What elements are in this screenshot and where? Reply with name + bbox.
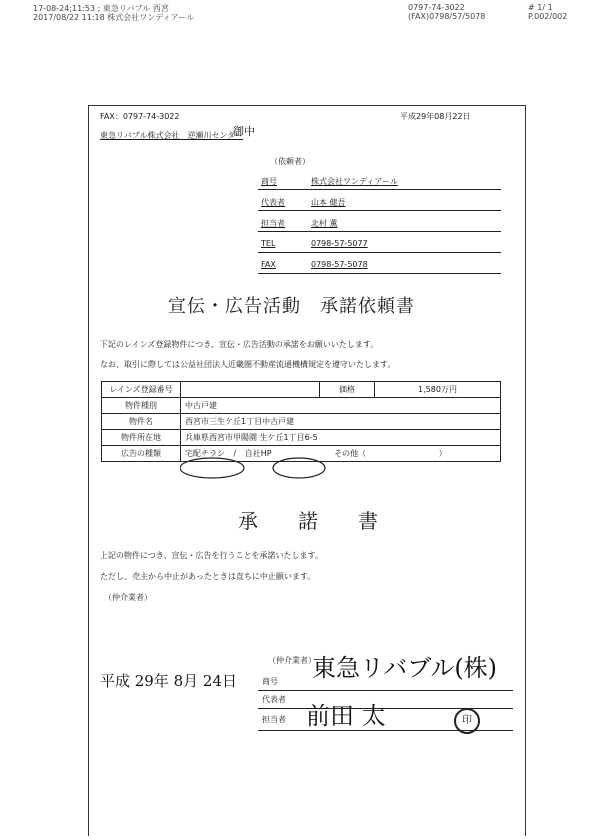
ad-option-flyer: 宅配チラシ [185,449,225,458]
name-value: 西宮市三生ケ丘1丁目中古戸建 [181,414,501,430]
requester-label: FAX [261,260,276,269]
document-date: 平成29年08月22日 [400,112,471,121]
document-title: 宣伝・広告活動 承諾依頼書 [168,296,415,317]
requester-row-representative [258,194,501,211]
fax-header-page-sub: P.002/002 [528,12,568,21]
ad-type-label: 広告の種類 [102,446,181,462]
intro-line: 下記のレインズ登録物件につき、宣伝・広告活動の承諾をお願いいたします。 [100,340,379,349]
circle-flyer-mark [180,458,244,478]
reins-value [181,382,320,398]
selection-circles [180,452,340,488]
circle-website-mark [273,458,325,478]
person-label: 担当者 [262,715,286,724]
fax-header-number-sub: (FAX)0798/57/5078 [408,12,486,21]
table-row [102,398,501,414]
person-signature: 前田 太 [306,702,386,730]
representative-label: 代表者 [262,695,286,704]
requester-row-fax [258,257,501,274]
property-table [101,381,501,462]
requester-value: 0798-57-5077 [311,239,368,248]
company-underline [258,690,513,691]
price-value: 1,580万円 [375,382,501,398]
requester-heading: （依頼者） [270,157,310,166]
name-label: 物件名 [102,414,181,430]
requester-label: 代表者 [261,198,285,207]
table-row [102,414,501,430]
approval-title: 承諾書 [238,509,418,533]
requester-label: 商号 [261,177,277,186]
requester-row-tel [258,236,501,253]
recipient: 東急リバブル株式会社 逆瀬川センター [100,131,244,140]
approval-note: （仲介業者） [104,593,152,602]
approval-line: ただし、売主から中止があったときは直ちに中止願います。 [100,572,316,581]
requester-row-company [258,173,501,190]
requester-value: 北村 薫 [311,219,338,228]
personal-seal-stamp: 印 [454,708,480,734]
fax-header-number: 0797-74-3022 [408,3,465,12]
reins-label: レインズ登録番号 [102,382,181,398]
table-row [102,430,501,446]
approval-date: 平成 29年 8月 24日 [100,672,238,690]
agent-label: （仲介業者） [268,656,316,665]
requester-value: 0798-57-5078 [311,260,368,269]
ad-option-other-close: ） [438,449,447,458]
price-label: 価格 [320,382,375,398]
requester-row-staff [258,215,501,232]
recipient-suffix: 御中 [233,125,255,138]
fax-header-page: # 1/ 1 [528,3,553,12]
fax-number: FAX：0797-74-3022 [100,112,180,121]
requester-value: 山本 健吾 [311,198,346,207]
address-value: 兵庫県西宮市甲陽園 生ケ丘1丁目6-5 [181,430,501,446]
ad-option-other: その他（ [334,449,367,458]
requester-value: 株式会社ワンディアール [311,177,398,186]
requester-label: 担当者 [261,219,285,228]
requester-label: TEL [261,239,276,248]
table-row [102,382,501,398]
fax-header-left-sub: 2017/08/22 11:18 株式会社ワンディアール [33,13,195,22]
address-label: 物件所在地 [102,430,181,446]
company-signature: 東急リバブル(株) [312,654,498,682]
type-value: 中古戸建 [181,398,501,414]
fax-header-left: 17-08-24;11:53 ; 東急リバブル 西宮 [33,4,169,13]
intro-line: なお、取引に際しては公益社団法人近畿圏不動産流通機構規定を遵守いたします。 [100,360,396,369]
person-underline [258,730,513,731]
approval-line: 上記の物件につき、宣伝・広告を行うことを承諾いたします。 [100,551,323,560]
ad-type-options: 宅配チラシ / 自社HP その他（ ） [181,446,501,462]
type-label: 物件種別 [102,398,181,414]
ad-option-website: 自社HP [244,449,272,458]
company-label: 商号 [262,677,278,686]
